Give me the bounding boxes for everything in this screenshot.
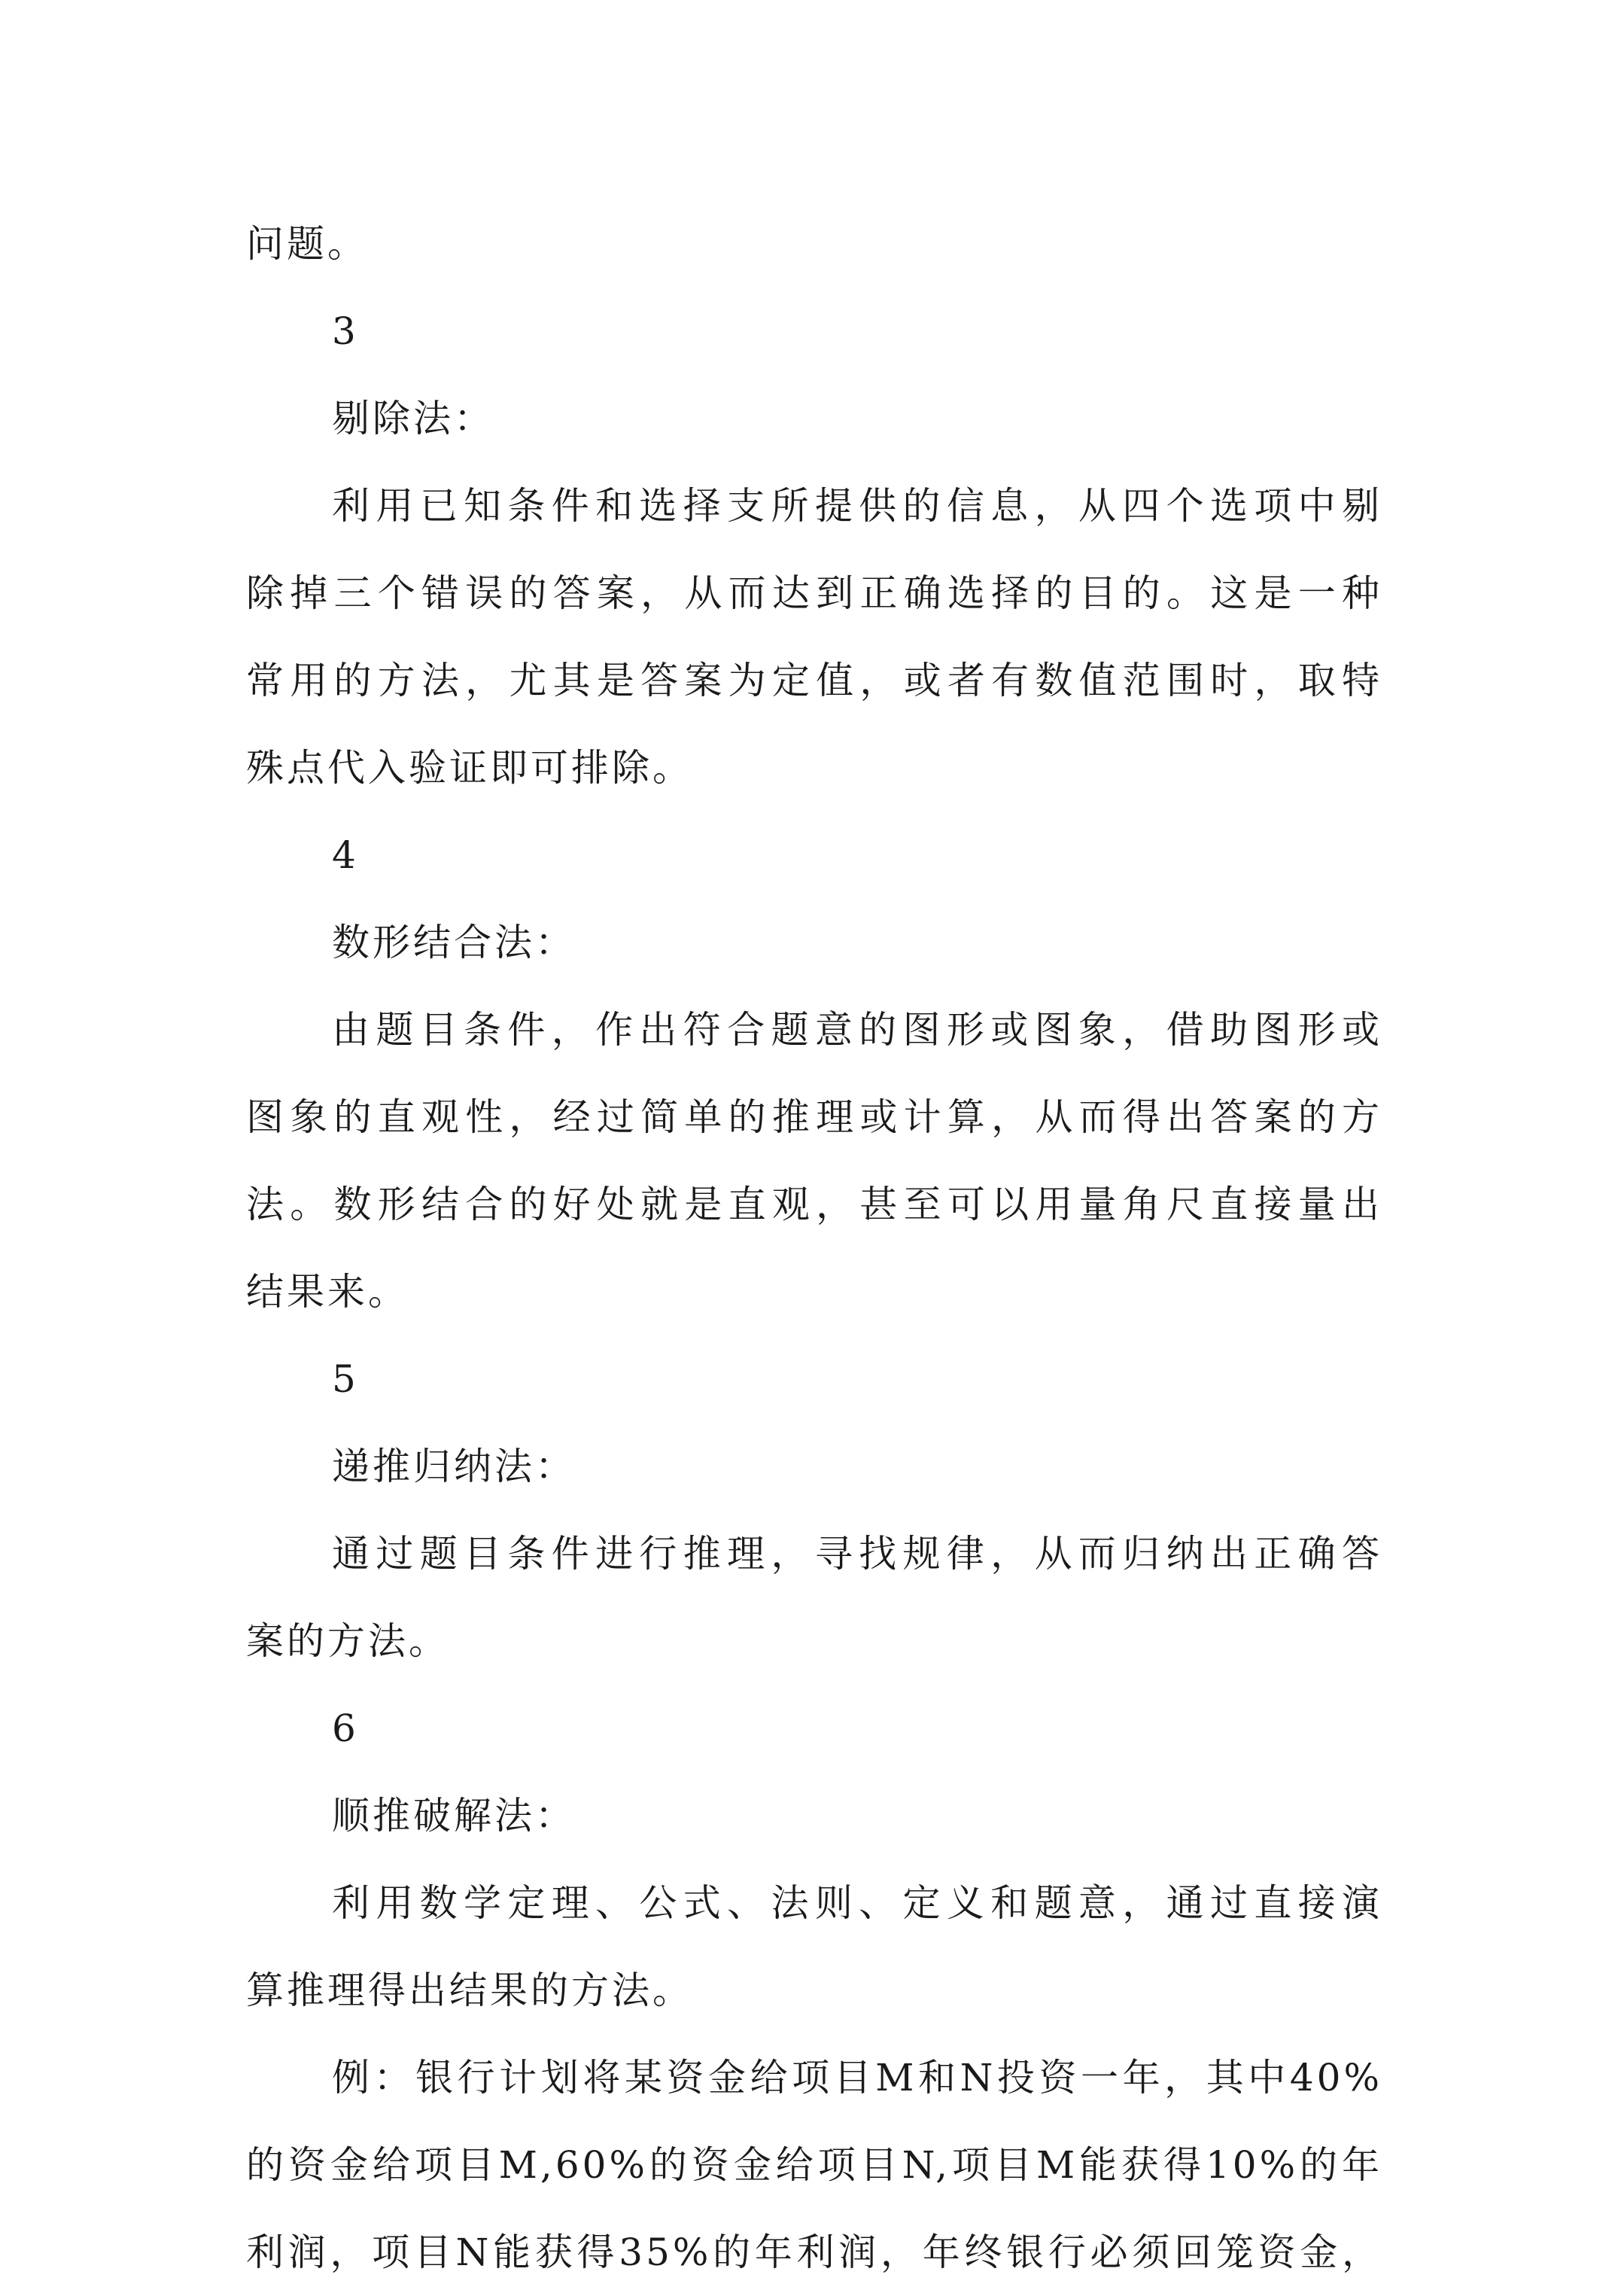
example-line: 的资金给项目M,60%的资金给项目N,项目M能获得10%的年 (246, 2143, 1382, 2187)
section-number: 5 (332, 1357, 359, 1401)
text-line: 图象的直观性，经过简单的推理或计算，从而得出答案的方 (246, 1095, 1382, 1139)
section-number: 6 (332, 1707, 359, 1750)
text-line: 由题目条件，作出符合题意的图形或图象，借助图形或 (332, 1008, 1382, 1052)
text-line: 案的方法。 (246, 1619, 449, 1663)
text-line: 殊点代入验证即可排除。 (246, 746, 693, 790)
section-number: 4 (332, 833, 359, 877)
text-line: 结果来。 (246, 1270, 409, 1314)
text-line: 算推理得出结果的方法。 (246, 1969, 693, 2012)
section-heading: 数形结合法： (332, 921, 576, 964)
section-heading: 顺推破解法： (332, 1794, 576, 1838)
section-number: 3 (332, 309, 359, 353)
text-line: 利用已知条件和选择支所提供的信息，从四个选项中剔 (332, 484, 1382, 528)
text-line: 法。数形结合的好处就是直观，甚至可以用量角尺直接量出 (246, 1183, 1382, 1226)
text-line: 问题。 (246, 222, 368, 266)
text-line: 常用的方法，尤其是答案为定值，或者有数值范围时，取特 (246, 659, 1382, 702)
section-heading: 递推归纳法： (332, 1445, 576, 1488)
section-heading: 剔除法： (332, 397, 494, 440)
text-line: 通过题目条件进行推理，寻找规律，从而归纳出正确答 (332, 1532, 1382, 1576)
example-line: 例：银行计划将某资金给项目M和N投资一年，其中40% (332, 2056, 1382, 2100)
text-line: 除掉三个错误的答案，从而达到正确选择的目的。这是一种 (246, 571, 1382, 615)
example-line: 利润，项目N能获得35%的年利润，年终银行必须回笼资金， (246, 2231, 1382, 2274)
text-line: 利用数学定理、公式、法则、定义和题意，通过直接演 (332, 1881, 1382, 1925)
document-body (246, 200, 1382, 2296)
